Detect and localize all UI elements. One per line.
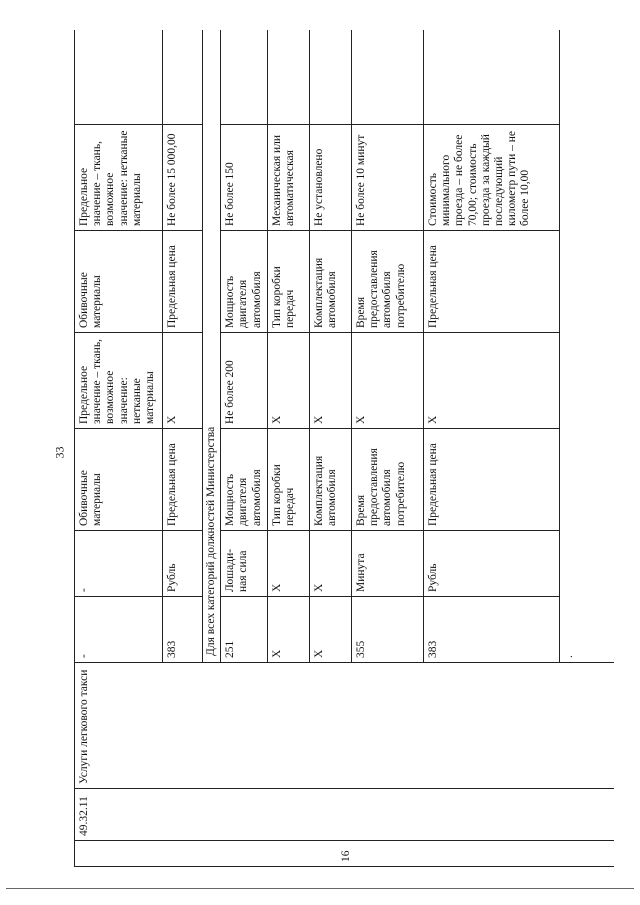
- table-cell: 355: [351, 597, 423, 663]
- table-cell: Не более 200: [221, 333, 268, 429]
- table-cell: Не более 150: [221, 125, 268, 231]
- table-cell: Обивочные материалы: [75, 231, 163, 333]
- requirements-table: [74, 30, 614, 867]
- service-name-cell: [75, 663, 615, 789]
- table-cell: Комплектация автомобиля: [309, 429, 351, 531]
- table-cell: X: [309, 597, 351, 663]
- table-cell: Тип коробки передач: [267, 231, 309, 333]
- table-cell: Предельная цена: [163, 429, 203, 531]
- table-cell: Мощность двигателя автомобиля: [221, 429, 268, 531]
- stray-dot: .: [562, 655, 575, 658]
- service-name: Услуги легкового такси: [78, 669, 90, 784]
- page-number: 33: [52, 446, 67, 459]
- bottom-rule: [6, 888, 634, 889]
- table-cell: Предельная цена: [423, 429, 559, 531]
- table-cell: X: [309, 531, 351, 597]
- table-cell: X: [309, 333, 351, 429]
- table-cell: X: [267, 333, 309, 429]
- table-cell: X: [351, 333, 423, 429]
- rotated-table-area: [74, 30, 614, 867]
- table-row-top: [75, 30, 163, 867]
- table-cell: Минута: [351, 531, 423, 597]
- table-cell: [309, 30, 351, 125]
- table-cell: [267, 30, 309, 125]
- table-cell: X: [163, 333, 203, 429]
- table-cell: Предельная цена: [163, 231, 203, 333]
- table-cell: Предельное значение – ткань, возможное значение: нетканые материалы: [75, 125, 163, 231]
- table-cell: Лошади-ная сила: [221, 531, 268, 597]
- service-code-cell: 49.32.11: [75, 789, 615, 841]
- table-cell: [351, 30, 423, 125]
- table-cell: Предельная цена: [423, 231, 559, 333]
- table-cell: Стоимость минимального проезда – не более 70,00; стоимость проезда за каждый последующий километр пути – не более 10,00: [423, 125, 559, 231]
- table-cell: Тип коробки передач: [267, 429, 309, 531]
- merged-header-cell: Для всех категорий должностей Министерства: [203, 30, 221, 663]
- table-cell: -: [75, 531, 163, 597]
- table-cell: Рубль: [423, 531, 559, 597]
- table-cell: Не установлено: [309, 125, 351, 231]
- table-cell: Механическая или автоматическая: [267, 125, 309, 231]
- table-cell: X: [423, 333, 559, 429]
- table-cell: 383: [163, 597, 203, 663]
- table-cell: 251: [221, 597, 268, 663]
- table-cell: Не более 15 000,00: [163, 125, 203, 231]
- table-cell: -: [75, 597, 163, 663]
- table-cell: Мощность двигателя автомобиля: [221, 231, 268, 333]
- table-cell: 383: [423, 597, 559, 663]
- table-cell: [221, 30, 268, 125]
- table-cell: Обивочные материалы: [75, 429, 163, 531]
- table-cell: Предельное значение – ткань, возможное значение: нетканые материалы: [75, 333, 163, 429]
- table-cell: Рубль: [163, 531, 203, 597]
- table-cell: Не более 10 минут: [351, 125, 423, 231]
- service-number-cell: 16: [75, 841, 615, 867]
- table-cell: [423, 30, 559, 125]
- table-cell: Комплектация автомобиля: [309, 231, 351, 333]
- table-cell: Время предоставления автомобиля потребителю: [351, 231, 423, 333]
- table-cell: [163, 30, 203, 125]
- table-cell: X: [267, 597, 309, 663]
- table-cell: X: [267, 531, 309, 597]
- table-cell: [75, 30, 163, 125]
- table-cell: [559, 30, 614, 663]
- table-cell: Время предоставления автомобиля потребителю: [351, 429, 423, 531]
